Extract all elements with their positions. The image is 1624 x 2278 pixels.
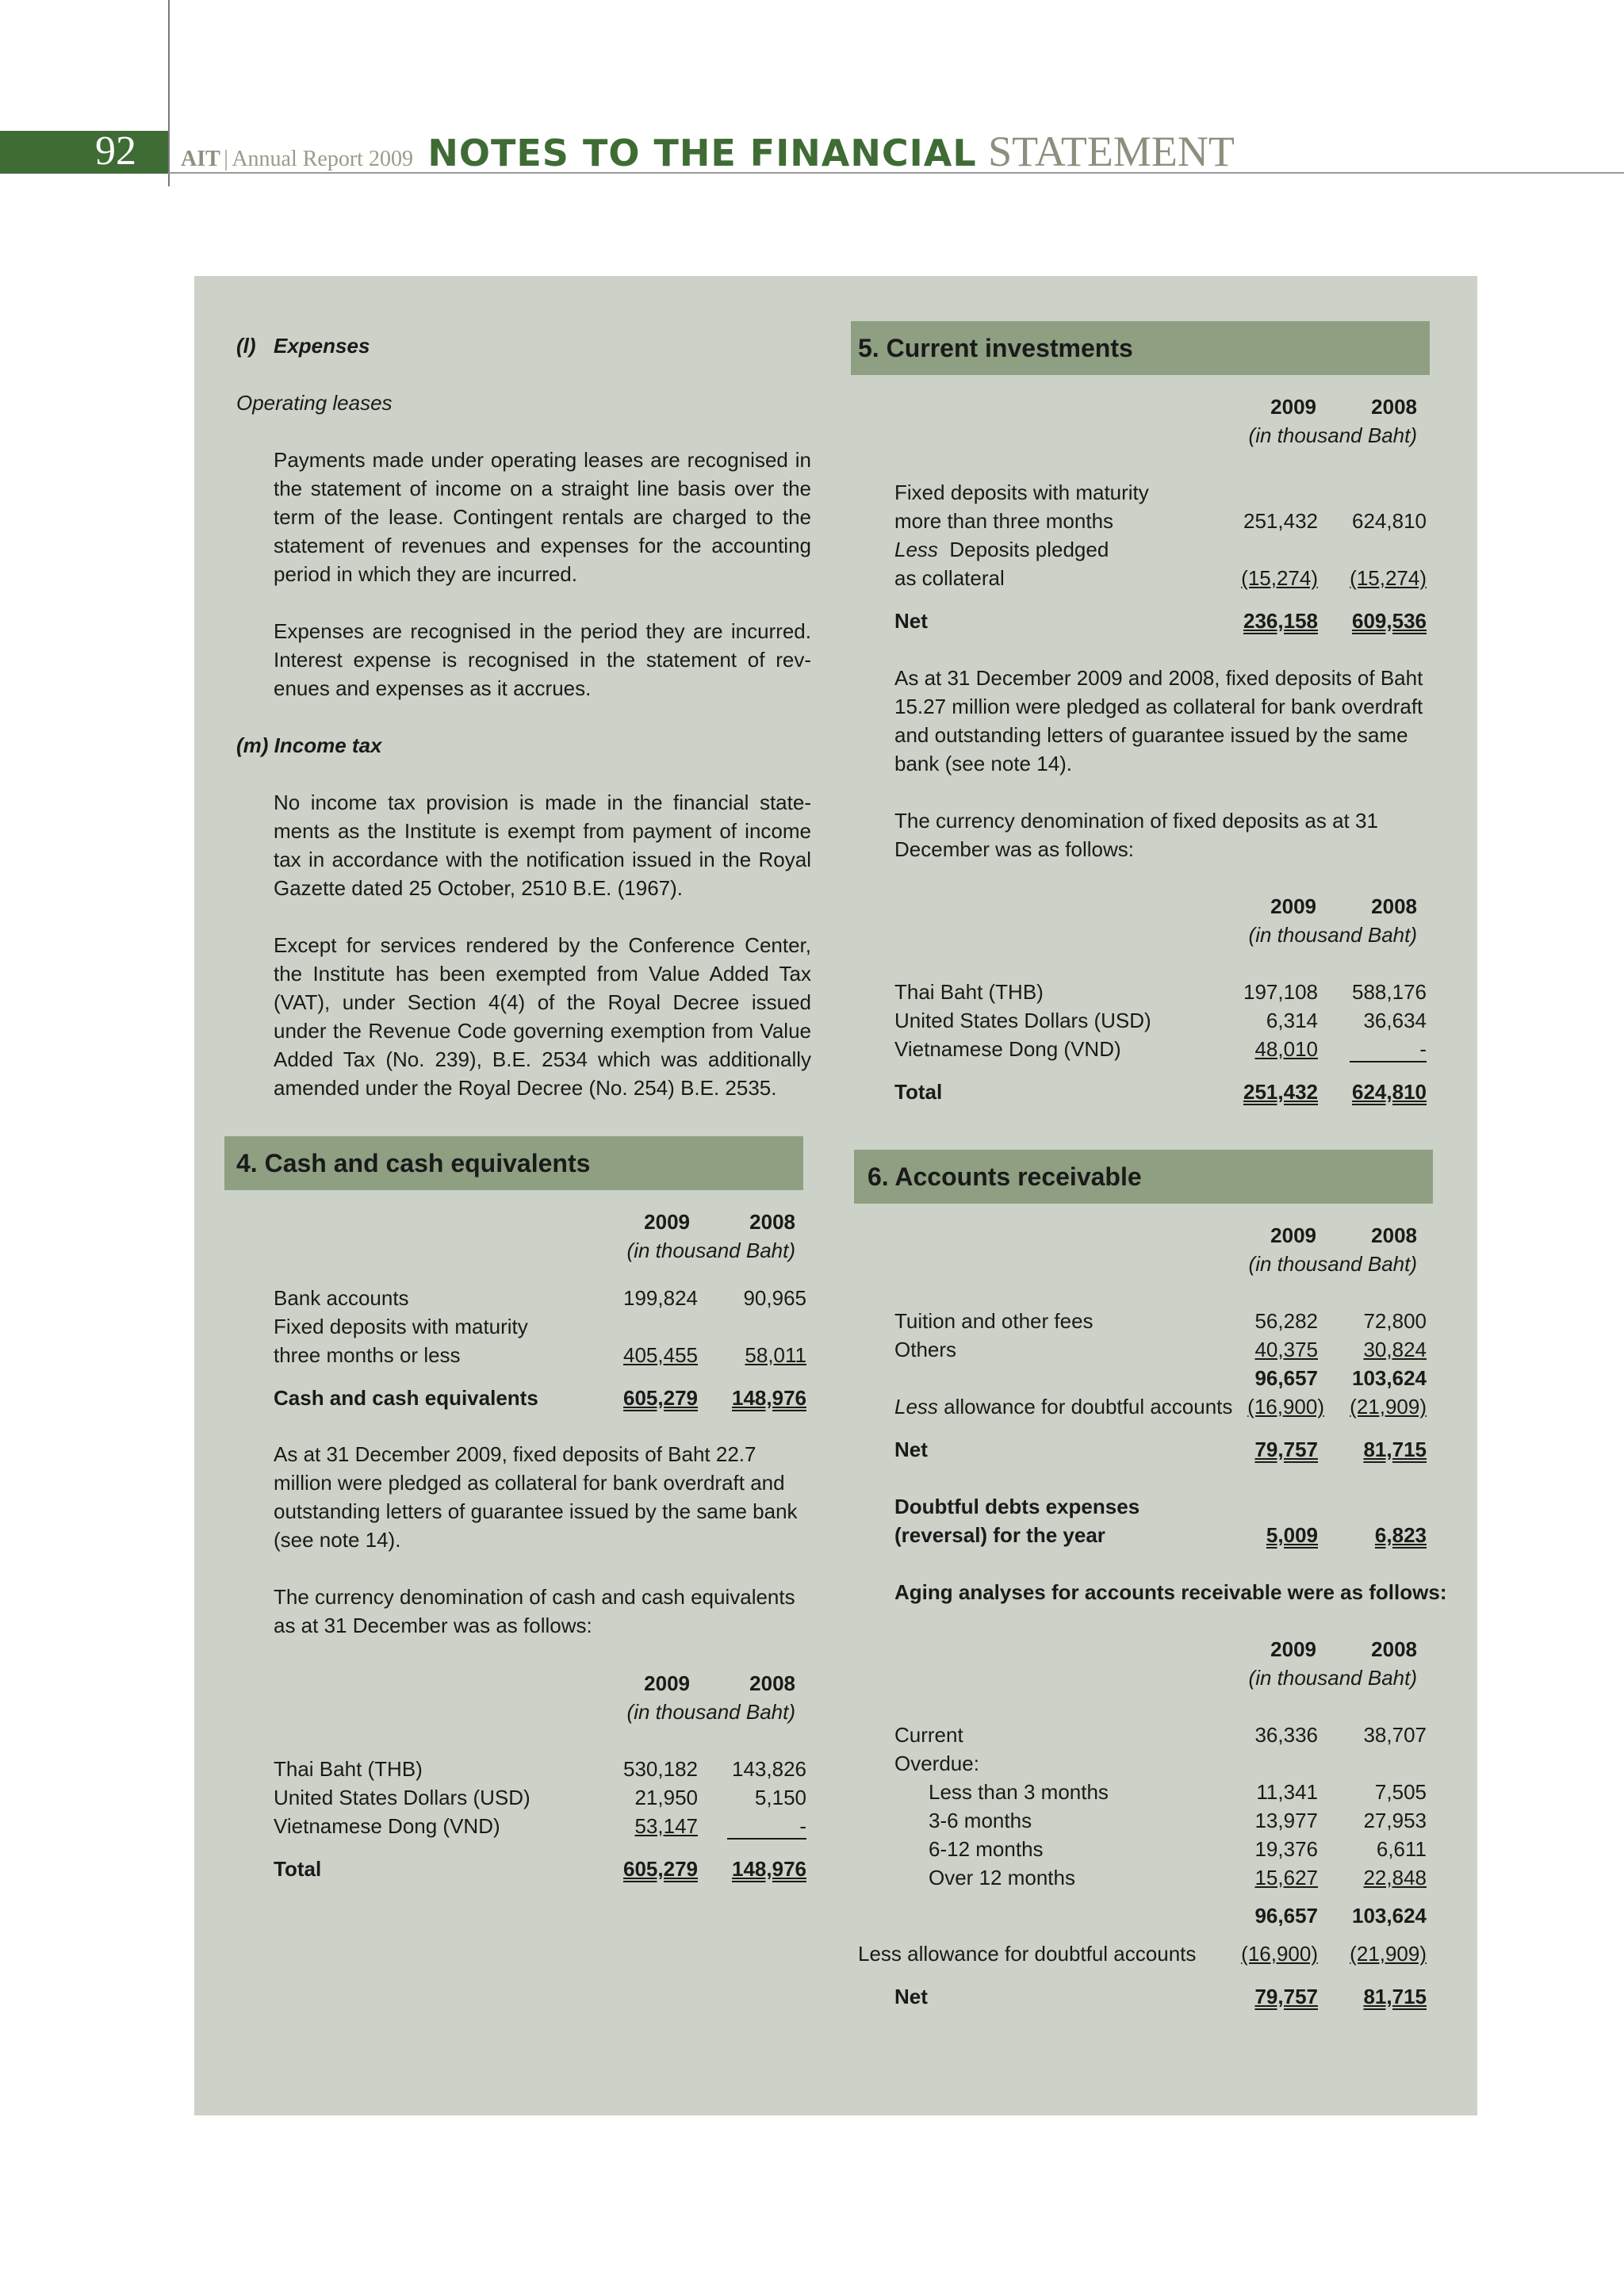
others-label: Others bbox=[894, 1338, 957, 1361]
receivable-net-2008: 81,715 bbox=[1363, 1438, 1427, 1461]
aging-less-label: Less allowance for doubtful accounts bbox=[858, 1942, 1197, 1966]
investments-total-2009: 251,432 bbox=[1243, 1080, 1318, 1104]
cash-currency-col-2008: 2008 bbox=[749, 1671, 795, 1695]
receivable-section-title: 6. Accounts receivable bbox=[868, 1162, 1142, 1191]
aging-subtotal-2008: 103,624 bbox=[1352, 1904, 1427, 1928]
publisher-name: AIT bbox=[181, 147, 220, 171]
bank-accounts-2008: 90,965 bbox=[743, 1286, 806, 1310]
cash-currency-col-2009: 2009 bbox=[644, 1671, 690, 1695]
investments-fd-2009: 251,432 bbox=[1243, 509, 1318, 533]
investments-fd-label-a: Fixed deposits with maturity bbox=[894, 480, 1149, 504]
expenses-paragraph: Expenses are recognised in the period they are incurred. Interest expense is recognised in the statement of rev-enues and expenses as it accrues. bbox=[274, 619, 811, 700]
investments-less-2008: (15,274) bbox=[1350, 566, 1427, 590]
cash-total-2008: 148,976 bbox=[732, 1386, 806, 1410]
page-number: 92 bbox=[95, 128, 136, 174]
investments-section-title: 5. Current investments bbox=[858, 334, 1133, 362]
receivable-col-2008: 2008 bbox=[1371, 1223, 1417, 1247]
operating-leases-subheading: Operating leases bbox=[236, 391, 393, 415]
investments-note: As at 31 December 2009 and 2008, fixed deposits of Baht 15.27 million were pledged as collateral for bank overdraft and outstanding letters of guarantee issued by the same bank (see note 14). bbox=[894, 666, 1423, 775]
receivable-unit: (in thousand Baht) bbox=[1248, 1252, 1417, 1276]
fixed-deposits-label-b: three months or less bbox=[274, 1343, 461, 1367]
aging-less-2008: (21,909) bbox=[1350, 1942, 1427, 1966]
receivable-less-2008: (21,909) bbox=[1350, 1395, 1427, 1418]
investments-col-2008: 2008 bbox=[1371, 395, 1417, 419]
cash-section-title: 4. Cash and cash equivalents bbox=[236, 1149, 591, 1177]
cash-vnd-2008-underline bbox=[727, 1838, 806, 1840]
investments-vnd-label: Vietnamese Dong (VND) bbox=[894, 1037, 1121, 1061]
cash-currency-intro: The currency denomination of cash and cash equivalents as at 31 December was as follows: bbox=[274, 1585, 795, 1637]
expenses-label: (l) bbox=[236, 334, 256, 358]
vat-paragraph: Except for services rendered by the Conference Center, the Institute has been exempted from Value Added Tax (VAT), under Section 4(4) of the Royal Decree issued under the Revenue Code governing exemption from Value Added Tax (No. 239), B.E. 2534 which was additionally amended under the Royal Decree (No. 254) B.E. 2535. bbox=[274, 933, 811, 1100]
doubtful-debts-2008: 6,823 bbox=[1374, 1523, 1427, 1547]
income-tax-paragraph: No income tax provision is made in the financial state-ments as the Institute is exempt from payment of income tax in accordance with the notification issued in the Royal Gazette dated 25 October, 2510 B.E. (1967). bbox=[274, 791, 811, 900]
aging-lt3-label: Less than 3 months bbox=[929, 1780, 1109, 1804]
less-word: Less bbox=[894, 1395, 938, 1418]
aging-over-12-label: Over 12 months bbox=[929, 1866, 1075, 1889]
income-tax-heading: (m) Income tax bbox=[236, 733, 382, 757]
bank-accounts-label: Bank accounts bbox=[274, 1286, 409, 1310]
receivable-less-label bbox=[894, 1392, 1232, 1421]
investments-currency-col-2008: 2008 bbox=[1371, 894, 1417, 918]
deposits-pledged-label: Deposits pledged bbox=[949, 538, 1109, 561]
cash-vnd-2008: - bbox=[799, 1814, 806, 1838]
cash-note: As at 31 December 2009, fixed deposits of Baht 22.7 million were pledged as collateral for bank overdraft and outstanding letters of guarantee issued by the same bank (see note 14). bbox=[274, 1442, 798, 1552]
aging-net-label: Net bbox=[894, 1985, 928, 2008]
investments-total-2008: 624,810 bbox=[1352, 1080, 1427, 1104]
aging-net-2009: 79,757 bbox=[1254, 1985, 1318, 2008]
cash-vnd-label: Vietnamese Dong (VND) bbox=[274, 1814, 500, 1838]
aging-6-12-2009: 19,376 bbox=[1254, 1837, 1318, 1861]
investments-less-2009: (15,274) bbox=[1241, 566, 1318, 590]
investments-net-label: Net bbox=[894, 609, 928, 633]
investments-fd-label-b: more than three months bbox=[894, 509, 1114, 533]
aging-unit: (in thousand Baht) bbox=[1248, 1666, 1417, 1690]
cash-thb-2008: 143,826 bbox=[732, 1757, 806, 1781]
investments-net-2008: 609,536 bbox=[1352, 609, 1427, 633]
cash-total-2009: 605,279 bbox=[623, 1386, 698, 1410]
cash-usd-2008: 5,150 bbox=[754, 1786, 806, 1809]
cash-currency-total-label: Total bbox=[274, 1857, 322, 1881]
cash-usd-label: United States Dollars (USD) bbox=[274, 1786, 530, 1809]
cash-usd-2009: 21,950 bbox=[634, 1786, 698, 1809]
investments-vnd-2009: 48,010 bbox=[1254, 1037, 1318, 1061]
allowance-label: allowance for doubtful accounts bbox=[944, 1395, 1233, 1418]
investments-fd-2008: 624,810 bbox=[1352, 509, 1427, 533]
investments-vnd-2008-underline bbox=[1350, 1061, 1427, 1062]
doubtful-debts-label-b: (reversal) for the year bbox=[894, 1523, 1105, 1547]
receivable-col-2009: 2009 bbox=[1270, 1223, 1316, 1247]
receivable-less-2009: (16,900) bbox=[1247, 1395, 1324, 1418]
tuition-2008: 72,800 bbox=[1363, 1309, 1427, 1333]
receivable-subtotal-2009: 96,657 bbox=[1254, 1366, 1318, 1390]
receivable-net-label: Net bbox=[894, 1438, 928, 1461]
cash-thb-label: Thai Baht (THB) bbox=[274, 1757, 423, 1781]
investments-usd-2009: 6,314 bbox=[1266, 1009, 1318, 1032]
cash-currency-unit: (in thousand Baht) bbox=[626, 1700, 795, 1724]
cash-col-2009: 2009 bbox=[644, 1210, 690, 1234]
fixed-deposits-2008: 58,011 bbox=[745, 1343, 806, 1367]
investments-thb-2008: 588,176 bbox=[1352, 980, 1427, 1004]
aging-net-2008: 81,715 bbox=[1363, 1985, 1427, 2008]
investments-vnd-2008: - bbox=[1419, 1037, 1427, 1061]
investments-currency-intro: The currency denomination of fixed deposits as at 31 December was as follows: bbox=[894, 809, 1378, 861]
page-header bbox=[181, 127, 1235, 178]
doubtful-debts-label-a: Doubtful debts expenses bbox=[894, 1495, 1140, 1518]
fixed-deposits-label-a: Fixed deposits with maturity bbox=[274, 1315, 528, 1338]
others-2008: 30,824 bbox=[1363, 1338, 1427, 1361]
doubtful-debts-2009: 5,009 bbox=[1266, 1523, 1318, 1547]
operating-leases-paragraph: Payments made under operating leases are recognised in the statement of income on a straight line basis over the term of the lease. Contingent rentals are charged to the statement of revenues and expenses for the accounting period in which they are incurred. bbox=[274, 448, 811, 586]
aging-3-6-2008: 27,953 bbox=[1363, 1809, 1427, 1832]
investments-total-label: Total bbox=[894, 1080, 943, 1104]
cash-thb-2009: 530,182 bbox=[623, 1757, 698, 1781]
investments-thb-2009: 197,108 bbox=[1243, 980, 1318, 1004]
aging-3-6-2009: 13,977 bbox=[1254, 1809, 1318, 1832]
page-title-bold: NOTES TO THE FINANCIAL bbox=[427, 132, 977, 174]
cash-currency-total-2008: 148,976 bbox=[732, 1857, 806, 1881]
aging-3-6-label: 3-6 months bbox=[929, 1809, 1032, 1832]
investments-usd-label: United States Dollars (USD) bbox=[894, 1009, 1151, 1032]
aging-lt3-2009: 11,341 bbox=[1256, 1780, 1318, 1804]
aging-6-12-label: 6-12 months bbox=[929, 1837, 1044, 1861]
cash-unit: (in thousand Baht) bbox=[626, 1239, 795, 1262]
bank-accounts-2009: 199,824 bbox=[623, 1286, 698, 1310]
aging-over-12-2009: 15,627 bbox=[1254, 1866, 1318, 1889]
investments-less-label-b: as collateral bbox=[894, 566, 1005, 590]
investments-unit: (in thousand Baht) bbox=[1248, 423, 1417, 447]
tuition-label: Tuition and other fees bbox=[894, 1309, 1094, 1333]
aging-6-12-2008: 6,611 bbox=[1376, 1837, 1427, 1861]
investments-less-label-a bbox=[894, 535, 1109, 564]
investments-net-2009: 236,158 bbox=[1243, 609, 1318, 633]
aging-heading: Aging analyses for accounts receivable were as follows: bbox=[894, 1580, 1447, 1604]
aging-col-2009: 2009 bbox=[1270, 1637, 1316, 1661]
expenses-heading: Expenses bbox=[274, 334, 370, 358]
cash-vnd-2009: 53,147 bbox=[634, 1814, 698, 1838]
aging-subtotal-2009: 96,657 bbox=[1254, 1904, 1318, 1928]
investments-usd-2008: 36,634 bbox=[1363, 1009, 1427, 1032]
investments-thb-label: Thai Baht (THB) bbox=[894, 980, 1044, 1004]
cash-col-2008: 2008 bbox=[749, 1210, 795, 1234]
tuition-2009: 56,282 bbox=[1254, 1309, 1318, 1333]
aging-current-2009: 36,336 bbox=[1254, 1723, 1318, 1747]
receivable-subtotal-2008: 103,624 bbox=[1352, 1366, 1427, 1390]
page-title-light: STATEMENT bbox=[988, 128, 1235, 175]
investments-col-2009: 2009 bbox=[1270, 395, 1316, 419]
header-separator: | bbox=[224, 147, 228, 171]
aging-overdue-label: Overdue: bbox=[894, 1752, 979, 1775]
aging-col-2008: 2008 bbox=[1371, 1637, 1417, 1661]
header-vertical-rule bbox=[168, 0, 170, 186]
less-word: Less bbox=[894, 538, 938, 561]
cash-total-label: Cash and cash equivalents bbox=[274, 1386, 538, 1410]
aging-current-2008: 38,707 bbox=[1363, 1723, 1427, 1747]
receivable-net-2009: 79,757 bbox=[1254, 1438, 1318, 1461]
aging-lt3-2008: 7,505 bbox=[1374, 1780, 1427, 1804]
aging-current-label: Current bbox=[894, 1723, 963, 1747]
fixed-deposits-2009: 405,455 bbox=[623, 1343, 698, 1367]
report-name: Annual Report 2009 bbox=[232, 147, 413, 171]
investments-currency-col-2009: 2009 bbox=[1270, 894, 1316, 918]
investments-currency-unit: (in thousand Baht) bbox=[1248, 923, 1417, 947]
aging-less-2009: (16,900) bbox=[1241, 1942, 1318, 1966]
aging-over-12-2008: 22,848 bbox=[1363, 1866, 1427, 1889]
others-2009: 40,375 bbox=[1254, 1338, 1318, 1361]
cash-currency-total-2009: 605,279 bbox=[623, 1857, 698, 1881]
